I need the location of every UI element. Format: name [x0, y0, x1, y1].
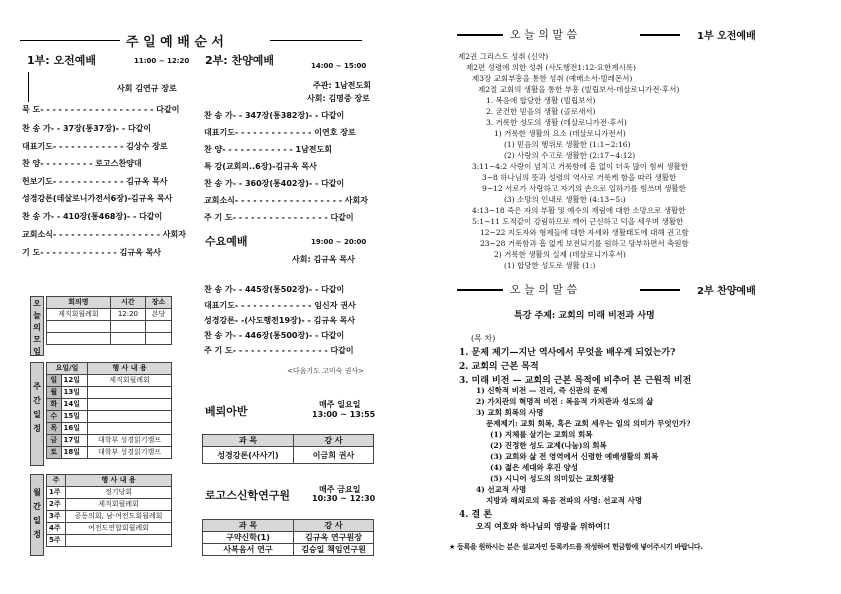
- order-item: 찬 송 가- - 410장(통468장)- - 다같이: [22, 212, 163, 221]
- meeting-table: [46, 296, 172, 345]
- table-row: 목 16일: [47, 423, 172, 435]
- table-row: 월 13일: [47, 387, 172, 399]
- month-table: 주 행 사 내 용 1주 정기당회 2주 제직회월례회 3주 공동의회, 남·여전도회월례회 4주 여전도연합회월례회 5주: [46, 474, 172, 547]
- lecture-subject: 특강 주제: 교회의 미래 비전과 사명: [514, 311, 655, 321]
- logos-heading: 로고스신학연구원: [205, 489, 291, 502]
- outline-line: 3~8 하나님의 뜻과 성령의 역사로 거룩케 함을 따라 생활한: [482, 173, 677, 182]
- order-item: 묵 도- - - - - - - - - - - - - - - - - - - 다같이: [22, 105, 180, 114]
- outline-line: (2) 사랑의 수고로 생활한 (2:17~4:12): [504, 151, 636, 160]
- outline-line: 4. 결 론: [459, 510, 493, 520]
- outline-line: 23~28 거룩함과 흠 없게 보전되기를 원하고 당부하면서 축원함: [480, 239, 689, 248]
- month-side-label: 월 간 일 정: [33, 488, 41, 539]
- afternoon-service-time: 14:00 ~ 15:00: [311, 62, 367, 70]
- outline-line: 3) 교회 회복의 사명: [476, 408, 544, 417]
- registration-notice: ★ 등록을 원하시는 분은 설교자인 등록카드를 작성하여 헌금함에 넣어주시기 바랍니다.: [449, 543, 703, 551]
- wednesday-service-time: 19:00 ~ 20:00: [311, 238, 367, 246]
- wednesday-presider: 사회: 김규옥 목사: [292, 255, 355, 264]
- bereans-table: 과 목 강 사 성경강론(사사기) 이금희 권사: [202, 434, 374, 464]
- table-row: 성경강론(사사기) 이금희 권사: [203, 447, 374, 464]
- logos-when: 매주 금요일: [319, 485, 361, 494]
- order-item: 대표기도- - - - - - - - - - - - 김상수 장로: [22, 142, 168, 151]
- outline-line: 1) 신학적 비전 — 진리, 즉 신관의 문제: [476, 386, 608, 395]
- outline-line: 5:1~11 도적같이 강림하므로 깨어 근신하고 덕을 세우며 생활한: [472, 217, 684, 226]
- outline-line: (5) 시니어 성도의 의미있는 교회생활: [490, 474, 615, 483]
- order-item: 대표기도- - - - - - - - - - - - - 이연호 장로: [204, 128, 356, 137]
- table-row: 토 18일 대학부 성경읽기캠프: [47, 447, 172, 459]
- outline-line: 지방과 해외로의 복음 전파의 사명: 선교적 사명: [486, 496, 643, 505]
- bereans-when: 매주 일요일: [319, 400, 361, 409]
- word1-title: 오 늘 의 말 씀: [510, 28, 578, 41]
- table-row: 일 12일 제직회월례회: [47, 375, 172, 387]
- table-header: 행 사 내 용: [88, 363, 172, 375]
- outline-line: 1. 복음에 합당한 생활 (빌립보서): [486, 96, 596, 105]
- outline-line: (3) 교회와 삶 전 영역에서 신령한 예배생활의 회복: [490, 452, 659, 461]
- word1-tag: 1부 오전예배: [697, 31, 756, 42]
- order-item: 찬 송 가- - 360장(통402장)- - 다같이: [204, 179, 345, 188]
- order-item: 헌보기도- - - - - - - - - - - - 김규옥 목사: [22, 177, 168, 186]
- table-row: 3주 공동의회, 남·여전도회월례회: [47, 511, 172, 523]
- morning-presider: 사회 김연규 장로: [117, 84, 177, 93]
- table-cell: 12:20: [110, 309, 145, 321]
- order-item: 찬 양- - - - - - - - - - - - 1남전도회: [204, 145, 332, 154]
- page-title: 주 일 예 배 순 서: [126, 35, 224, 50]
- order-item: 찬 송 가- - 37장(통37장)- - 다같이: [22, 124, 152, 133]
- next-prayer-note: <다음기도 고미숙 권사>: [287, 367, 365, 375]
- table-row: 4주 여전도연합회월례회: [47, 523, 172, 535]
- outline-line: (1) 지체를 살기는 교회의 회복: [490, 430, 593, 439]
- outline-line: (2) 진정한 성도 교제(나눔)의 회복: [490, 441, 607, 450]
- outline-line: 제2편 성령에 의한 성취 (사도행전1:12-요한계시록): [466, 63, 636, 72]
- afternoon-host: 주관: 1남전도회: [313, 81, 371, 90]
- order-item: 찬 송 가- - 446장(통500장)- - 다같이: [204, 331, 345, 340]
- toc-label: (목 차): [471, 334, 496, 343]
- afternoon-presider: 사회: 김명중 장로: [307, 94, 370, 103]
- table-header: 장소: [146, 297, 172, 309]
- outline-line: 제2절 교회의 생활을 통한 부흥 (빌립보서-데살로니가전·후서): [478, 85, 680, 94]
- order-item: 찬 양- - - - - - - - - 로고스찬양대: [22, 159, 142, 168]
- outline-line: 2. 교회의 근본 목적: [459, 362, 539, 372]
- outline-line: 2) 가치관의 혁명적 비전 : 복음적 가치관과 성도의 삶: [476, 397, 654, 406]
- order-item: 주 기 도- - - - - - - - - - - - - - - - 다같이: [204, 346, 354, 355]
- table-row: [47, 333, 172, 345]
- bereans-time: 13:00 ~ 13:55: [312, 410, 376, 419]
- outline-line: 3:11~4:2 사랑이 넘치고 거룩함에 흠 없이 더욱 많이 힘써 생활한: [472, 162, 689, 171]
- outline-line: 제3장 교회부흥을 통한 성취 (예배소서-빌레몬서): [472, 74, 633, 83]
- outline-line: 오직 여호와 하나님의 영광을 위하여!!: [476, 521, 611, 531]
- outline-line: 문제제기: 교회 회복, 혹은 교회 세우는 일의 의미가 무엇인가?: [486, 419, 691, 428]
- table-row: 2주 제직회월례회: [47, 499, 172, 511]
- outline-line: 2. 굳건한 믿음의 생활 (골로새서): [486, 107, 596, 116]
- meeting-side-label: 오 늘 의 모 임: [33, 299, 41, 356]
- outline-line: 4) 선교적 사명: [476, 485, 527, 494]
- table-cell: 본당: [146, 309, 172, 321]
- word2-title: 오 늘 의 말 씀: [510, 283, 578, 296]
- outline-line: 9~12 서로가 사랑하고 자기의 손으로 일하기를 힘쓰며 생활한: [482, 184, 686, 193]
- outline-line: (4) 젊은 세대와 후진 양성: [490, 463, 578, 472]
- outline-line: (1) 합당한 성도로 생활 (1:): [504, 261, 596, 270]
- week-table: [46, 362, 172, 459]
- table-row: 5주: [47, 535, 172, 547]
- table-cell: 제직회월례회: [47, 309, 111, 321]
- morning-service-heading: 1부: 오전예배: [27, 54, 97, 67]
- outline-line: 1. 문제 제기—지난 역사에서 무엇을 배우게 되었는가?: [459, 348, 676, 358]
- logos-table: 과 목 강 사 구약신학(1) 김규옥 연구원장 사복음서 연구 김승일 책임연구원: [202, 519, 374, 556]
- order-item: 교회소식- - - - - - - - - - - - - - - - - - 사회자: [22, 230, 186, 239]
- order-item: 찬 송 가- - 347장(통382장)- - 다같이: [204, 111, 345, 120]
- outline-line: 3. 거룩한 성도의 생활 (데살로니가전·후서): [486, 118, 627, 127]
- outline-line: 3. 미래 비전 — 교회의 근본 목적에 비추어 본 근원적 비전: [459, 376, 692, 386]
- order-item: 기 도- - - - - - - - - - - - - 김규옥 목사: [22, 248, 162, 257]
- order-item: 특 강(교회의..6장)-김규옥 목사: [204, 162, 317, 171]
- order-item: 찬 송 가- - 445장(통502장)- - 다같이: [204, 285, 345, 294]
- table-row: 구약신학(1) 김규옥 연구원장: [203, 532, 374, 544]
- week-side-label: 주 간 일 정: [33, 382, 41, 433]
- table-row: [47, 321, 172, 333]
- afternoon-service-heading: 2부: 찬양예배: [205, 54, 275, 67]
- table-header: 시간: [110, 297, 145, 309]
- table-row: 금 17일 대학부 성경읽기캠프: [47, 435, 172, 447]
- order-item: 주 기 도- - - - - - - - - - - - - - - - 다같이: [204, 213, 354, 222]
- order-item: 성경강론- -(사도행전19장)- - 김규옥 목사: [204, 316, 356, 325]
- order-item: 교회소식- - - - - - - - - - - - - - - - - - 사회자: [204, 196, 368, 205]
- outline-line: 제2권 그리스도 성취 (신약): [458, 52, 549, 61]
- morning-service-time: 11:00 ~ 12:20: [134, 57, 190, 65]
- table-row: 사복음서 연구 김승일 책임연구원: [203, 544, 374, 556]
- logos-time: 10:30 ~ 12:30: [312, 494, 376, 503]
- bereans-heading: 베뢰아반: [205, 405, 248, 418]
- wednesday-service-heading: 수요예배: [205, 235, 248, 248]
- outline-line: 4:13~18 죽은 자의 부활 및 예수의 재림에 대한 소망으로 생활한: [472, 206, 686, 215]
- order-item: 성경강론(데살로니가전서6장)-김규옥 목사: [22, 194, 173, 203]
- word2-tag: 2부 찬양예배: [697, 286, 756, 297]
- table-row: [47, 309, 172, 321]
- table-header: 요일/일: [47, 363, 88, 375]
- table-row: 화 14일: [47, 399, 172, 411]
- table-row: 수 15일: [47, 411, 172, 423]
- outline-line: 1) 거룩한 생활의 요소 (데살로니가전서): [494, 129, 626, 138]
- outline-line: (1) 믿음의 행위로 생활한 (1:1~2:16): [504, 140, 631, 149]
- table-row: 1주 정기당회: [47, 487, 172, 499]
- outline-line: (3) 소망의 인내로 생활한 (4:13~5:): [504, 195, 626, 204]
- table-header: 회의명: [47, 297, 111, 309]
- outline-line: 12~22 지도자와 형제들에 대한 자세와 생활태도에 대해 권고함: [480, 228, 689, 237]
- outline-line: 2) 거룩한 생활의 실제 (데살로니가후서): [494, 250, 626, 259]
- order-item: 대표기도- - - - - - - - - - - - - 임신자 권사: [204, 301, 356, 310]
